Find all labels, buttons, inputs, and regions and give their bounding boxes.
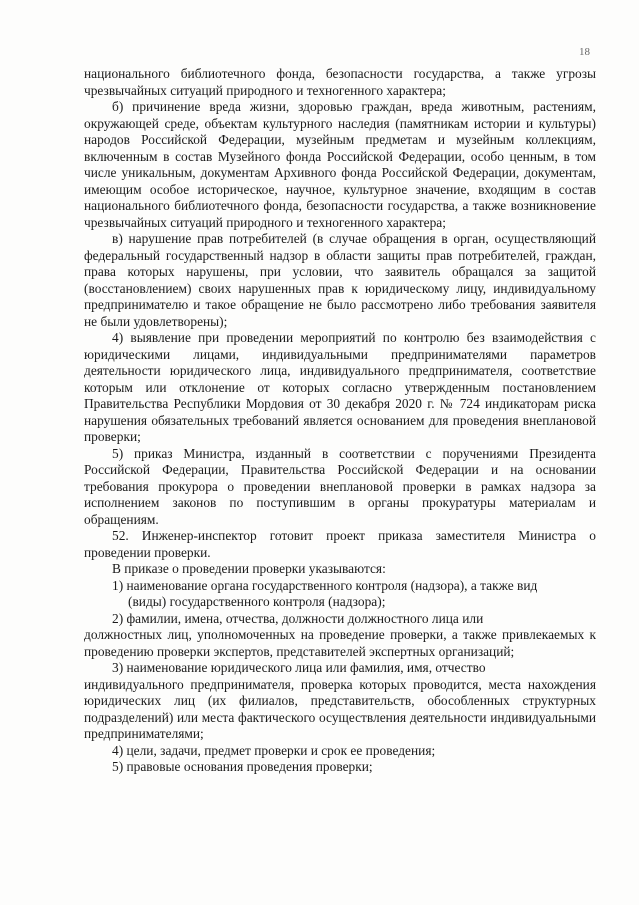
list-item-lead: 2) фамилии, имена, отчества, должности должностного лица или — [112, 610, 484, 626]
list-item-rest: индивидуального предпринимателя, проверка которых проводится, места нахождения юридических лиц (их филиалов, представительств, обособленных структурных подразделений) или места фактического осуществления деятельности индивидуальными предпринимателями; — [84, 676, 596, 741]
list-item-2 — [84, 611, 596, 661]
list-item-1 — [84, 578, 596, 611]
paragraph-item-4: 4) выявление при проведении мероприятий по контролю без взаимодействия с юридическими лицами, индивидуальными предпринимателями параметров деятельности юридического лица, индивидуального предпринимателя, соответствие которым или отклонение от которых согласно утвержденным постановлением Правительства Республики Мордовия от 30 декабря 2020 г. № 724 индикаторам риска нарушения обязательных требований является основанием для проведения внеплановой проверки; — [84, 330, 596, 444]
list-item-rest: (виды) государственного контроля (надзора); — [128, 594, 386, 609]
list-item-rest: должностных лиц, уполномоченных на проведение проверки, а также привлекаемых к проведению проверки экспертов, представителей экспертных организаций; — [84, 627, 596, 659]
page-number: 18 — [579, 46, 590, 58]
list-item-4 — [84, 743, 596, 760]
list-item-5 — [84, 759, 596, 776]
list-item-lead: 5) правовые основания проведения проверки; — [112, 759, 373, 774]
paragraph-order-intro: В приказе о проведении проверки указываются: — [112, 561, 386, 576]
paragraph-item-5: 5) приказ Министра, изданный в соответствии с поручениями Президента Российской Федерации, Правительства Российской Федерации и на основании требования прокурора о проведении внеплановой проверки в рамках надзора за исполнением законов по поступившим в органы прокуратуры материалам и обращениям. — [84, 445, 596, 527]
list-item-3 — [84, 660, 596, 743]
paragraph-continuation: национального библиотечного фонда, безопасности государства, а также угрозы чрезвычайных ситуаций природного и техногенного характера; — [84, 66, 596, 98]
paragraph-subitem-b: б) причинение вреда жизни, здоровью граждан, вреда животным, растениям, окружающей среде, объектам культурного наследия (памятникам истории и культуры) народов Российской Федерации, музейным предметам и музейным коллекциям, включенным в состав Музейного фонда Российской Федерации, особо ценным, в том числе уникальным, документам Архивного фонда Российской Федерации, документам, имеющим особое историческое, научное, культурное значение, входящим в состав национального библиотечного фонда, безопасности государства, а также возникновение чрезвычайных ситуаций природного и техногенного характера; — [84, 99, 596, 230]
paragraph-subitem-v: в) нарушение прав потребителей (в случае обращения в орган, осуществляющий федеральный государственный надзор в области защиты прав потребителей, граждан, права которых нарушены, при условии, что заявитель обращался за защитой (восстановлением) своих нарушенных прав к юридическому лицу, индивидуальному предпринимателю и такое обращение не было рассмотрено либо требования заявителя не были удовлетворены); — [84, 231, 596, 329]
list-item-lead: 1) наименование органа государственного контроля (надзора), а также вид — [112, 577, 538, 593]
document-body — [84, 66, 596, 776]
paragraph-clause-52: 52. Инженер-инспектор готовит проект приказа заместителя Министра о проведении проверки. — [84, 528, 596, 560]
list-item-lead: 4) цели, задачи, предмет проверки и срок ее проведения; — [112, 742, 436, 758]
list-item-lead: 3) наименование юридического лица или фамилия, имя, отчество — [112, 660, 486, 675]
